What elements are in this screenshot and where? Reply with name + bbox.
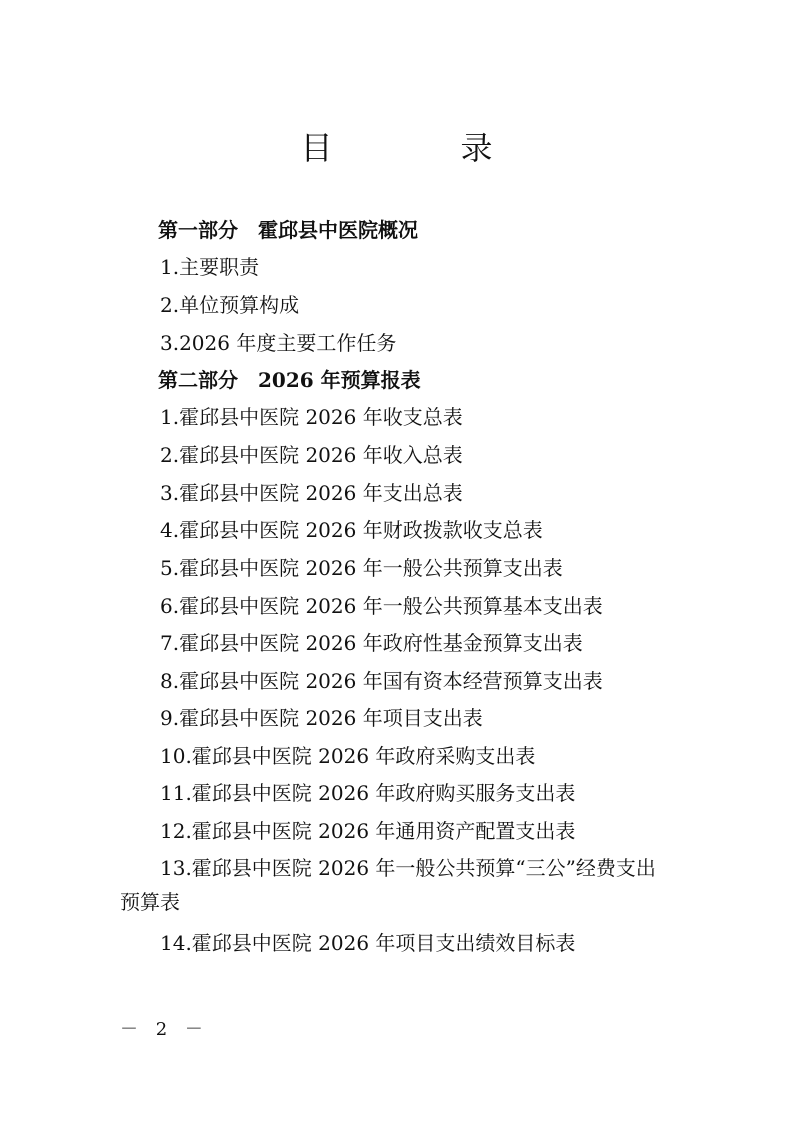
toc-part2-item-11: 11.霍邱县中医院 2026 年政府购买服务支出表	[160, 781, 576, 805]
toc-part2-item-8: 8.霍邱县中医院 2026 年国有资本经营预算支出表	[160, 669, 603, 693]
toc-part2-heading: 第二部分 2026 年预算报表	[158, 368, 421, 392]
toc-part2-item-4: 4.霍邱县中医院 2026 年财政拨款收支总表	[160, 518, 543, 542]
toc-part2-item-13: 13.霍邱县中医院 2026 年一般公共预算“三公”经费支出	[160, 856, 656, 880]
toc-part1-item-1: 1.主要职责	[160, 255, 260, 279]
toc-part2-item-12: 12.霍邱县中医院 2026 年通用资产配置支出表	[160, 819, 576, 843]
toc-part1-heading: 第一部分 霍邱县中医院概况	[158, 218, 418, 242]
toc-part2-item-7: 7.霍邱县中医院 2026 年政府性基金预算支出表	[160, 631, 583, 655]
toc-part2-item-5: 5.霍邱县中医院 2026 年一般公共预算支出表	[160, 556, 563, 580]
toc-part2-item-10: 10.霍邱县中医院 2026 年政府采购支出表	[160, 744, 536, 768]
toc-part2-item-3: 3.霍邱县中医院 2026 年支出总表	[160, 481, 463, 505]
toc-part2-item-2: 2.霍邱县中医院 2026 年收入总表	[160, 443, 463, 467]
toc-part2-item-6: 6.霍邱县中医院 2026 年一般公共预算基本支出表	[160, 594, 603, 618]
toc-part2-item-1: 1.霍邱县中医院 2026 年收支总表	[160, 405, 463, 429]
page-number: － 2 －	[120, 1019, 209, 1040]
toc-part2-item-9: 9.霍邱县中医院 2026 年项目支出表	[160, 706, 483, 730]
toc-part2-item-13-continuation: 预算表	[120, 890, 180, 914]
toc-part2-item-14: 14.霍邱县中医院 2026 年项目支出绩效目标表	[160, 931, 576, 955]
page-title: 目 录	[300, 129, 541, 167]
toc-part1-item-3: 3.2026 年度主要工作任务	[160, 331, 397, 355]
toc-part1-item-2: 2.单位预算构成	[160, 293, 300, 317]
